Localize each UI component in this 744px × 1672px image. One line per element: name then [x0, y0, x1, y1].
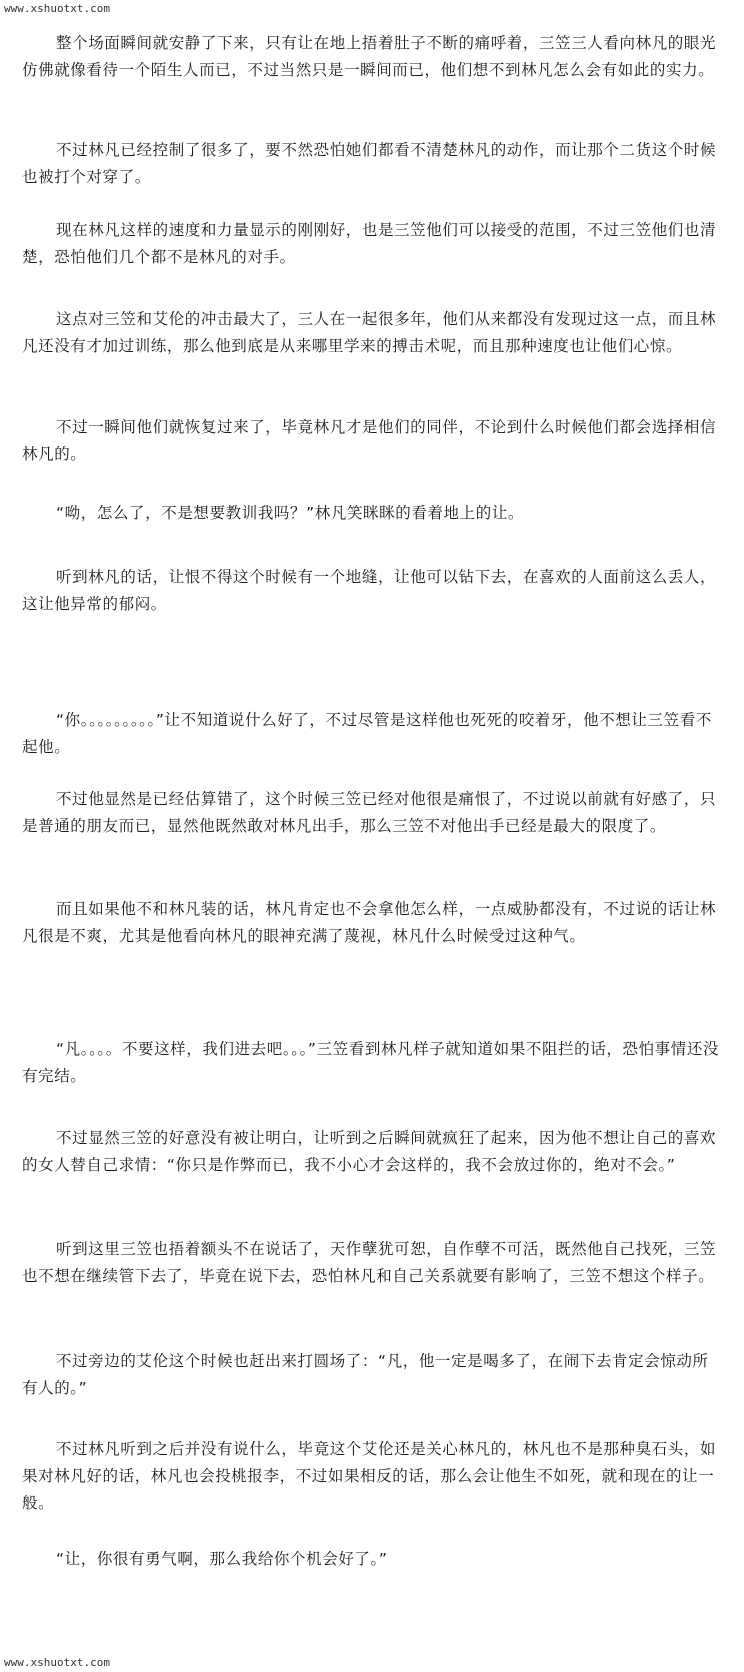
paragraph-3: 现在林凡这样的速度和力量显示的刚刚好，也是三笠他们可以接受的范围，不过三笠他们也清楚，恐怕他们几个都不是林凡的对手。 [22, 221, 717, 266]
paragraph-15: 不过林凡听到之后并没有说什么，毕竟这个艾伦还是关心林凡的，林凡也不是那种臭石头，如果对林凡好的话，林凡也会投桃报李，不过如果相反的话，那么会让他生不如死，就和现在的让一般。 [22, 1440, 717, 1512]
paragraph-10: 而且如果他不和林凡装的话，林凡肯定也不会拿他怎么样，一点威胁都没有，不过说的话让林凡很是不爽，尤其是他看向林凡的眼神充满了蔑视，林凡什么时候受过这种气。 [22, 900, 717, 945]
paragraph-11: “凡。。。。不要这样，我们进去吧。。。”三笠看到林凡样子就知道如果不阻拦的话，恐怕事情还没有完结。 [22, 1040, 720, 1085]
paragraph-12: 不过显然三笠的好意没有被让明白，让听到之后瞬间就疯狂了起来，因为他不想让自己的喜欢的女人替自己求情：“你只是作弊而已，我不小心才会这样的，我不会放过你的，绝对不会。” [22, 1129, 717, 1174]
paragraph-5: 不过一瞬间他们就恢复过来了，毕竟林凡才是他们的同伴，不论到什么时候他们都会选择相信林凡的。 [22, 418, 717, 463]
paragraph-2: 不过林凡已经控制了很多了，要不然恐怕她们都看不清楚林凡的动作，而让那个二货这个时候也被打个对穿了。 [22, 141, 717, 186]
paragraph-16: “让，你很有勇气啊，那么我给你个机会好了。” [56, 1550, 388, 1568]
paragraph-6: “呦，怎么了，不是想要教训我吗？”林凡笑眯眯的看着地上的让。 [56, 504, 525, 522]
paragraph-14: 不过旁边的艾伦这个时候也赶出来打圆场了：“凡，他一定是喝多了，在闹下去肯定会惊动所有人的。” [22, 1352, 709, 1397]
paragraph-7: 听到林凡的话，让恨不得这个时候有一个地缝，让他可以钻下去，在喜欢的人面前这么丢人，这让他异常的郁闷。 [22, 568, 717, 613]
paragraph-4: 这点对三笠和艾伦的冲击最大了，三人在一起很多年，他们从来都没有发现过这一点，而且林凡还没有才加过训练，那么他到底是从来哪里学来的搏击术呢，而且那种速度也让他们心惊。 [22, 310, 717, 355]
paragraph-9: 不过他显然是已经估算错了，这个时候三笠已经对他很是痛恨了，不过说以前就有好感了，只是普通的朋友而已，显然他既然敢对林凡出手，那么三笠不对他出手已经是最大的限度了。 [22, 790, 717, 835]
watermark-top: www.xshuotxt.com [4, 2, 110, 15]
paragraph-8: “你。。。。。。。。。”让不知道说什么好了，不过尽管是这样他也死死的咬着牙，他不想让三笠看不起他。 [22, 711, 712, 756]
paragraph-1: 整个场面瞬间就安静了下来，只有让在地上捂着肚子不断的痛呼着，三笠三人看向林凡的眼光仿佛就像看待一个陌生人而已，不过当然只是一瞬间而已，他们想不到林凡怎么会有如此的实力。 [22, 34, 717, 79]
paragraph-13: 听到这里三笠也捂着额头不在说话了，天作孽犹可恕，自作孽不可活，既然他自己找死，三笠也不想在继续管下去了，毕竟在说下去，恐怕林凡和自己关系就要有影响了，三笠不想这个样子。 [22, 1240, 717, 1285]
watermark-bottom: www.xshuotxt.com [4, 1656, 110, 1669]
